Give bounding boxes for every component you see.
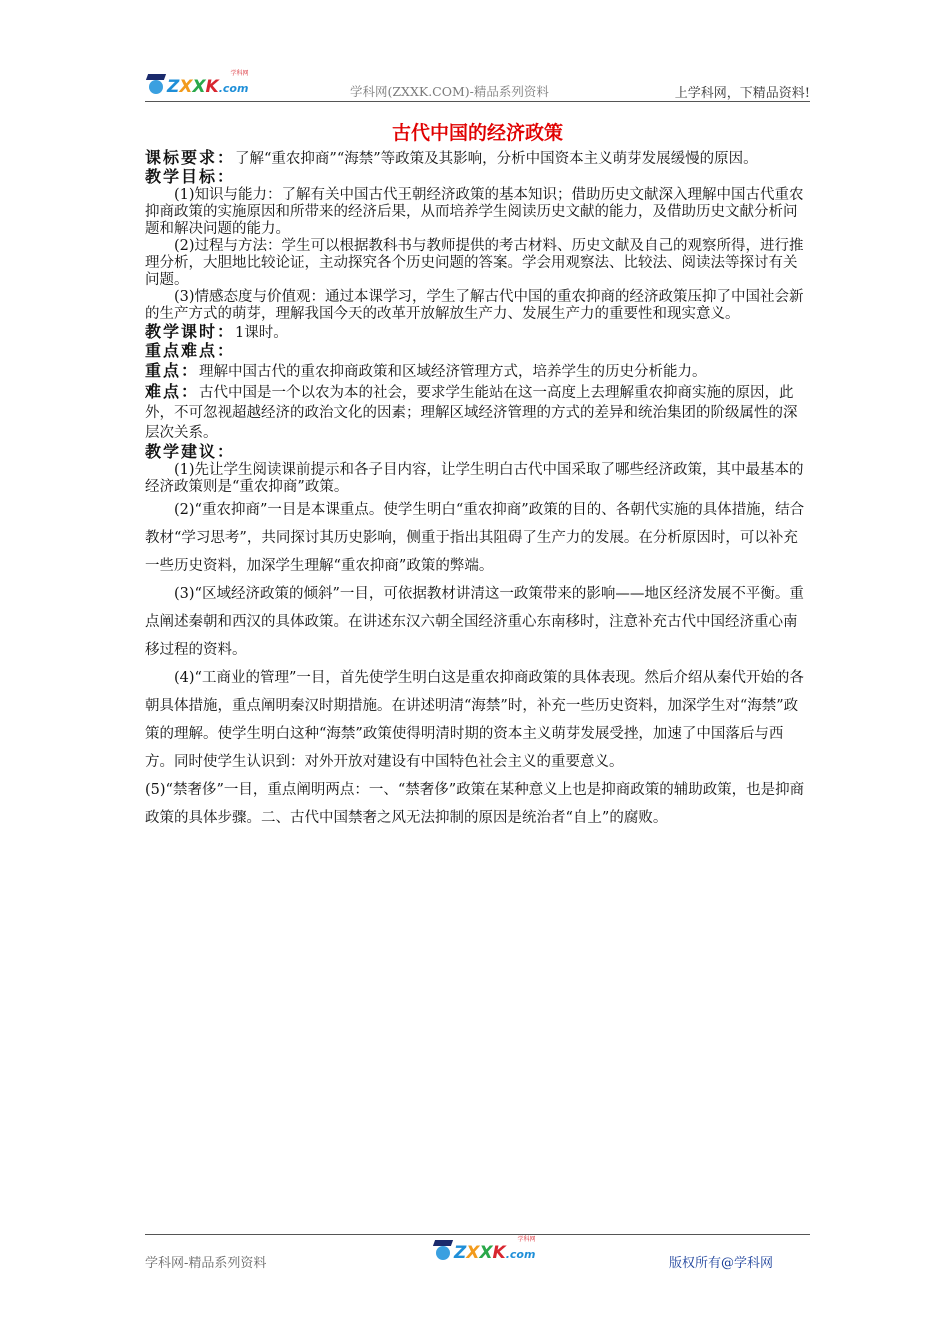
logo-domain: .com <box>505 1248 536 1261</box>
footer-left-text: 学科网-精品系列资料 <box>145 1256 267 1271</box>
header-divider <box>145 101 810 102</box>
logo-letter: X <box>192 77 206 97</box>
logo-letter: X <box>479 1243 493 1263</box>
paragraph-jxmb-1: (1)知识与能力：了解有关中国古代王朝经济政策的基本知识；借助历史文献深入理解中国古代重农抑商政策的实施原因和所带来的经济后果，从而培养学生阅读历史文献的能力，及借助历史文献分析问题和解决问题的能力。 <box>145 187 804 237</box>
logo-domain: .com <box>218 82 249 95</box>
header-center-text: 学科网(ZXXK.COM)-精品系列资料 <box>350 84 549 99</box>
paragraph-jxmb-2: (2)过程与方法：学生可以根据教科书与教师提供的考古材料、历史文献及自己的观察所得，进行推理分析，大胆地比较论证，主动探究各个历史问题的答案。学会用观察法、比较法、阅读法等探讨有关问题。 <box>145 238 804 288</box>
paragraph-jxmb-3: (3)情感态度与价值观：通过本课学习，学生了解古代中国的重农抑商的经济政策压抑了中国社会新的生产方式的萌芽，理解我国今天的改革开放解放生产力、发展生产力的重要性和现实意义。 <box>145 289 804 322</box>
paragraph-jxjy-3: (3)“区域经济政策的倾斜”一目，可依据教材讲清这一政策带来的影响——地区经济发展不平衡。重点阐述秦朝和西汉的具体政策。在讲述东汉六朝全国经济重心东南移时，注意补充古代中国经济重心南移过程的资料。 <box>145 586 804 658</box>
paragraph-jxjy-4: (4)“工商业的管理”一目，首先使学生明白这是重农抑商政策的具体表现。然后介绍从秦代开始的各朝具体措施，重点阐明秦汉时期措施。在讲述明清“海禁”时，补充一些历史资料，加深学生对“海禁”政策的理解。使学生明白这种“海禁”政策使得明清时期的资本主义萌芽发展受挫，加速了中国落后与西方。同时使学生认识到：对外开放对建设有中国特色社会主义的重要意义。 <box>145 670 804 770</box>
paragraph-nd <box>145 382 810 443</box>
label-kbyq: 课标要求： <box>145 148 236 167</box>
section-zdnd <box>145 342 810 361</box>
section-kbyq <box>145 149 810 168</box>
paragraph-jxjy-1: (1)先让学生阅读课前提示和各子目内容，让学生明白古代中国采取了哪些经济政策，其中最基本的经济政策则是“重农抑商”政策。 <box>145 462 804 495</box>
label-jxmb: 教学目标： <box>145 167 236 186</box>
logo-letter: X <box>179 77 193 97</box>
section-jxjy <box>145 443 810 462</box>
header-right-text: 上学科网，下精品资料! <box>674 86 810 101</box>
logo-tag: 学科网 <box>230 70 249 77</box>
page-header <box>145 60 810 100</box>
label-zd: 重点： <box>145 361 200 380</box>
logo-letter: K <box>205 77 219 97</box>
label-jxjy: 教学建议： <box>145 442 236 461</box>
label-nd: 难点： <box>145 382 200 401</box>
footer-right-text: 版权所有@学科网 <box>669 1256 774 1271</box>
label-jxks: 教学课时： <box>145 322 236 341</box>
paragraph-zd <box>145 361 810 382</box>
logo-tag: 学科网 <box>517 1236 536 1243</box>
section-jxmb <box>145 168 810 187</box>
label-zdnd: 重点难点： <box>145 341 236 360</box>
logo-letter: X <box>466 1243 480 1263</box>
mascot-icon <box>145 74 167 96</box>
text-zd: 理解中国古代的重农抑商政策和区域经济管理方式，培养学生的历史分析能力。 <box>199 364 707 380</box>
mascot-icon <box>432 1240 454 1262</box>
footer-divider <box>145 1234 810 1235</box>
logo-letter: Z <box>454 1243 467 1263</box>
section-jxks <box>145 323 810 342</box>
footer-zxxk-logo <box>432 1236 536 1263</box>
zxxk-logo <box>145 70 249 97</box>
text-jxks: 1课时。 <box>235 325 288 341</box>
paragraph-jxjy-2: (2)“重农抑商”一目是本课重点。使学生明白“重农抑商”政策的目的、各朝代实施的具体措施，结合教材“学习思考”，共同探讨其历史影响，侧重于指出其阻碍了生产力的发展。在分析原因时，可以补充一些历史资料，加深学生理解“重农抑商”政策的弊端。 <box>145 502 805 574</box>
text-nd: 古代中国是一个以农为本的社会，要求学生能站在这一高度上去理解重农抑商实施的原因，此外，不可忽视超越经济的政治文化的因素；理解区域经济管理的方式的差异和统治集团的阶级属性的深层次关系。 <box>145 385 798 441</box>
logo-letter: K <box>492 1243 506 1263</box>
logo-letter: Z <box>167 77 180 97</box>
document-title: 古代中国的经济政策 <box>391 122 563 144</box>
text-kbyq: 了解“重农抑商”“海禁”等政策及其影响，分析中国资本主义萌芽发展缓慢的原因。 <box>235 151 758 167</box>
document-body <box>145 118 810 832</box>
paragraph-jxjy-5: (5)“禁奢侈”一目，重点阐明两点：一、“禁奢侈”政策在某种意义上也是抑商政策的辅助政策，也是抑商政策的具体步骤。二、古代中国禁奢之风无法抑制的原因是统治者“自上”的腐败。 <box>145 782 805 826</box>
